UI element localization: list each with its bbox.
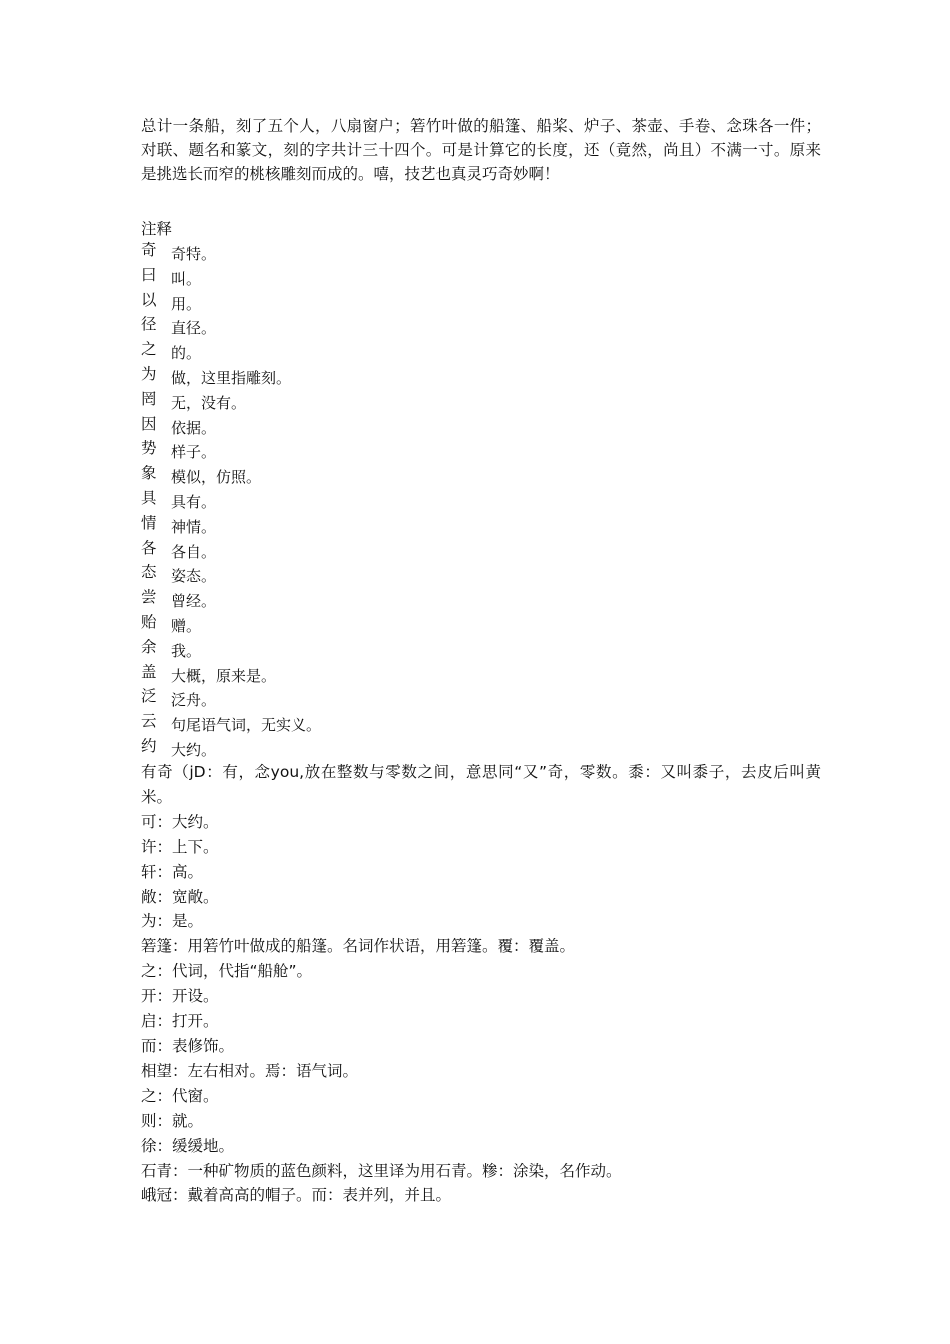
note-line: 则：就。	[141, 1111, 204, 1130]
note-line: 徐：缓缓地。	[141, 1136, 235, 1155]
glossary-term: 象	[141, 464, 157, 483]
glossary-definition: 直径。	[171, 319, 217, 338]
glossary-definition: 依据。	[171, 418, 217, 437]
glossary-item	[141, 587, 541, 612]
glossary-term: 约	[141, 736, 157, 755]
glossary-definition: 的。	[171, 344, 202, 363]
glossary-term: 之	[141, 340, 157, 359]
glossary-term: 因	[141, 414, 157, 433]
glossary-definition: 句尾语气词，无实义。	[171, 716, 322, 735]
note-line: 之：代词，代指“船舱”。	[141, 962, 313, 981]
glossary-definition: 用。	[171, 294, 202, 313]
note-line: 轩：高。	[141, 862, 204, 881]
glossary-definition: 无，没有。	[171, 393, 247, 412]
glossary-definition: 叫。	[171, 269, 202, 288]
glossary-item	[141, 562, 541, 587]
glossary-definition: 大概，原来是。	[171, 666, 277, 685]
glossary-definition: 姿态。	[171, 567, 217, 586]
glossary-term: 各	[141, 538, 157, 557]
glossary-term: 径	[141, 315, 157, 334]
glossary-item	[141, 290, 541, 315]
glossary-term: 盖	[141, 662, 157, 681]
glossary-item	[141, 711, 541, 736]
glossary-term: 以	[141, 290, 157, 309]
glossary-definition: 赠。	[171, 616, 202, 635]
glossary-term: 情	[141, 513, 157, 532]
glossary-term: 罔	[141, 389, 157, 408]
glossary-definition: 各自。	[171, 542, 217, 561]
intro-paragraph: 总计一条船，刻了五个人，八扇窗户；箬竹叶做的船篷、船桨、炉子、茶壶、手卷、念珠各一件；对联、题名和篆文，刻的字共计三十四个。可是计算它的长度，还（竟然，尚且）不满一寸。原来是挑选长而窄的桃核雕刻而成的。嘻，技艺也真灵巧奇妙啊！	[141, 117, 821, 183]
glossary-item	[141, 463, 541, 488]
glossary-list	[141, 240, 541, 761]
glossary-term: 奇	[141, 241, 157, 259]
notes-list	[141, 760, 821, 1208]
note-line: 峨冠：戴着高高的帽子。而：表并列，并且。	[141, 1186, 452, 1205]
note-line: 启：打开。	[141, 1012, 219, 1031]
glossary-item	[141, 389, 541, 414]
glossary-definition: 奇特。	[171, 245, 217, 263]
glossary-definition: 做，这里指雕刻。	[171, 368, 292, 387]
glossary-item	[141, 612, 541, 637]
glossary-term: 贻	[141, 612, 157, 631]
note-line: 而：表修饰。	[141, 1036, 235, 1055]
glossary-definition: 曾经。	[171, 592, 217, 611]
glossary-item	[141, 686, 541, 711]
glossary-item	[141, 513, 541, 538]
glossary-item	[141, 488, 541, 513]
glossary-definition: 我。	[171, 641, 202, 660]
glossary-item	[141, 438, 541, 463]
glossary-definition: 泛舟。	[171, 691, 217, 710]
note-line: 相望：左右相对。焉：语气词。	[141, 1061, 359, 1080]
glossary-item	[141, 314, 541, 339]
glossary-item	[141, 414, 541, 439]
glossary-term: 曰	[141, 265, 157, 284]
glossary-item	[141, 736, 541, 761]
glossary-item	[141, 364, 541, 389]
glossary-item	[141, 240, 541, 265]
glossary-definition: 模似，仿照。	[171, 468, 262, 487]
glossary-definition: 样子。	[171, 443, 217, 462]
note-line: 石青：一种矿物质的蓝色颜料，这里译为用石青。糁：涂染，名作动。	[141, 1161, 622, 1180]
note-line: 许：上下。	[141, 837, 219, 856]
glossary-item	[141, 637, 541, 662]
glossary-item	[141, 265, 541, 290]
note-line: 箬篷：用箬竹叶做成的船篷。名词作状语，用箬篷。覆：覆盖。	[141, 937, 576, 956]
glossary-item	[141, 538, 541, 563]
glossary-term: 云	[141, 712, 157, 731]
glossary-term: 泛	[141, 687, 157, 706]
note-line: 可：大约。	[141, 812, 219, 831]
note-line: 敞：宽敞。	[141, 887, 219, 906]
note-line: 为：是。	[141, 912, 204, 931]
glossary-term: 尝	[141, 588, 157, 607]
glossary-definition: 具有。	[171, 492, 217, 511]
note-line: 有奇（jD：有，念you,放在整数与零数之间，意思同“又”奇，零数。黍：又叫黍子，去皮后叫黄米。	[141, 763, 821, 806]
notes-heading: 注释	[141, 220, 173, 238]
note-line: 之：代窗。	[141, 1086, 219, 1105]
glossary-term: 余	[141, 637, 157, 656]
glossary-definition: 神情。	[171, 517, 217, 536]
glossary-term: 态	[141, 563, 157, 582]
note-line: 开：开设。	[141, 987, 219, 1006]
glossary-term: 势	[141, 439, 157, 458]
glossary-term: 具	[141, 488, 157, 507]
glossary-item	[141, 662, 541, 687]
glossary-definition: 大约。	[171, 740, 217, 759]
glossary-item	[141, 339, 541, 364]
glossary-term: 为	[141, 364, 157, 383]
